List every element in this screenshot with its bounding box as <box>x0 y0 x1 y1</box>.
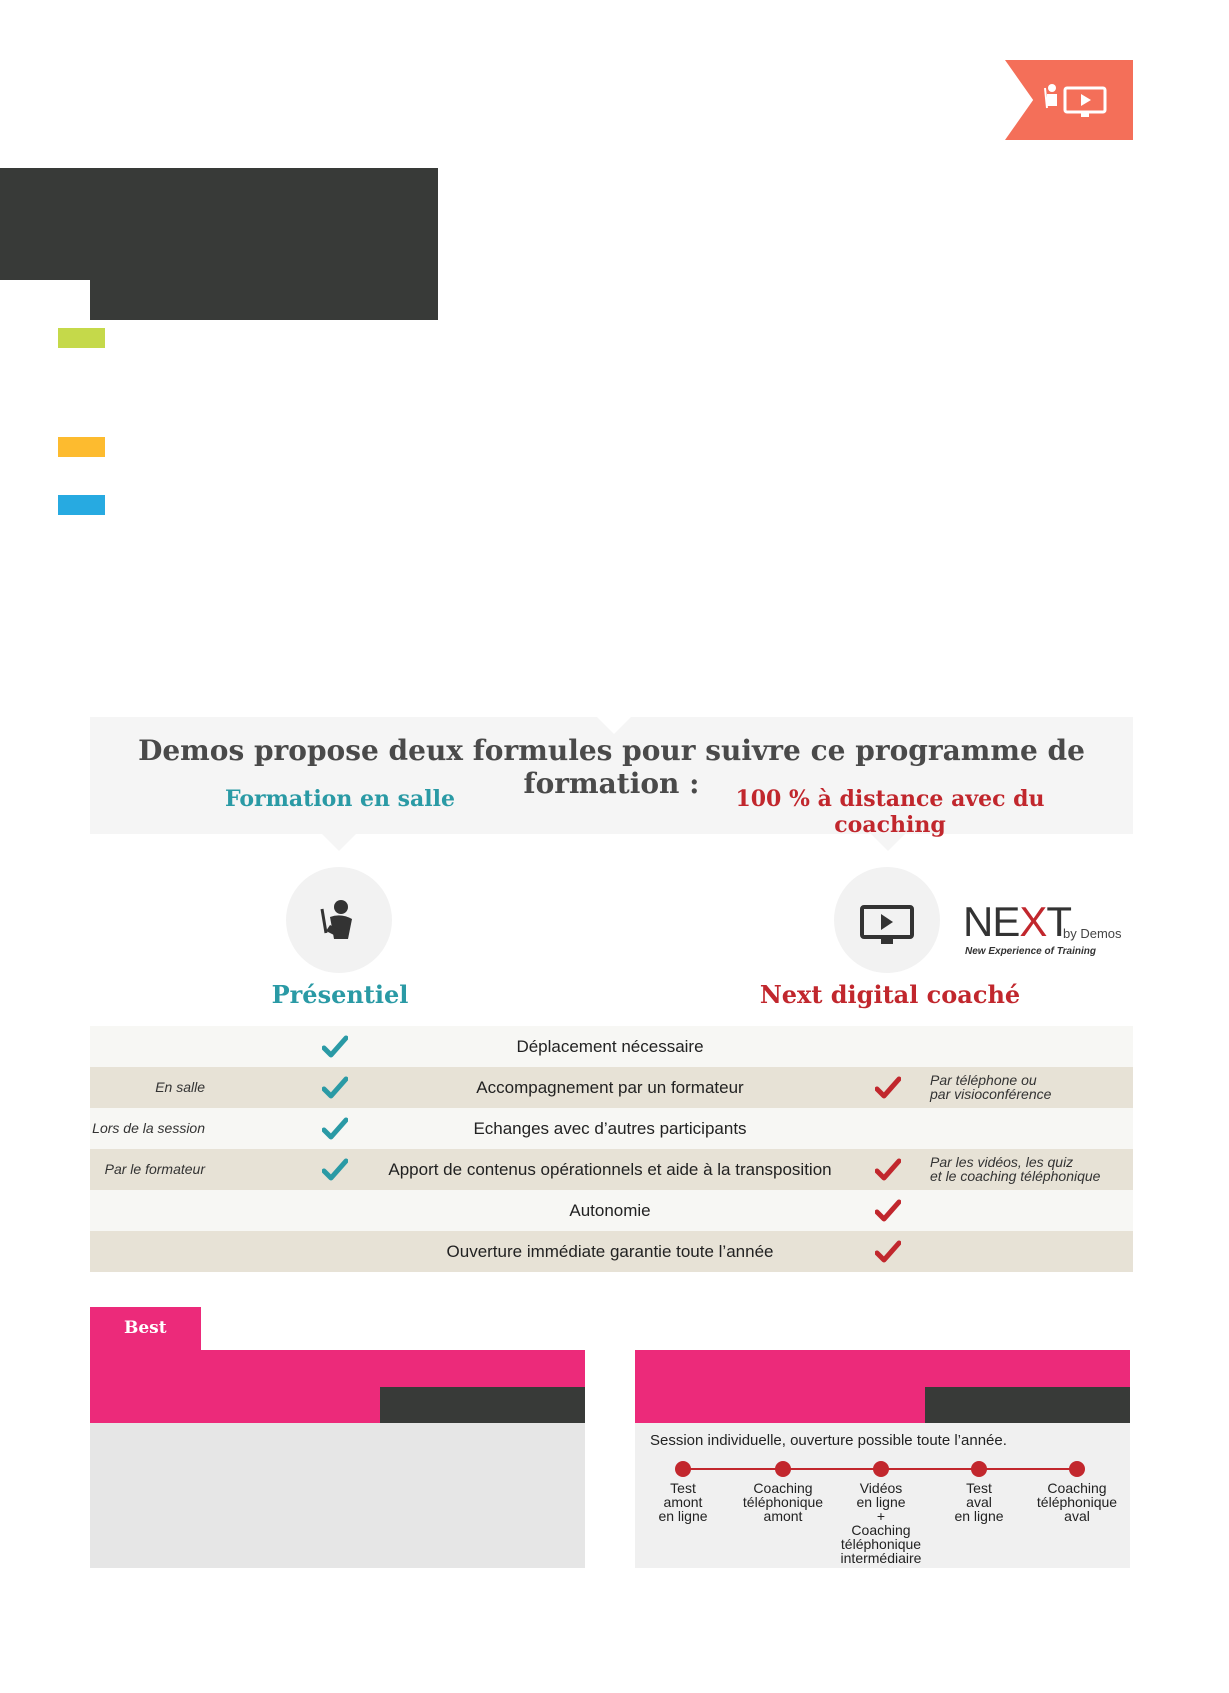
next-circle <box>834 867 940 973</box>
timeline-step-line: Test <box>966 1480 992 1496</box>
left-note: Lors de la session <box>92 1120 205 1136</box>
feature-label: Déplacement nécessaire <box>516 1037 704 1056</box>
next-logo-tagline: New Experience of Training <box>965 946 1096 957</box>
feature-label: Autonomie <box>569 1201 651 1220</box>
right-note-line: Par les vidéos, les quiz <box>930 1154 1074 1170</box>
right-note-line: et le coaching téléphonique <box>930 1168 1101 1184</box>
feature-label: Ouverture immédiate garantie toute l’année <box>446 1242 774 1261</box>
next-logo <box>963 900 1133 960</box>
header-block <box>0 168 438 280</box>
right-note-line: par visioconférence <box>930 1086 1052 1102</box>
trainer-icon <box>286 867 392 973</box>
banner-title: Demos propose deux formules pour suivre ce programme de formation : <box>138 734 1085 800</box>
best-tab: Best <box>90 1307 201 1350</box>
timeline-dot <box>675 1461 691 1477</box>
timeline-step-line: intermédiaire <box>840 1550 922 1566</box>
timeline-step-line: Vidéos <box>859 1480 903 1496</box>
comparison-row <box>90 1026 1133 1067</box>
feature-label: Accompagnement par un formateur <box>476 1078 744 1097</box>
check-icon <box>875 1076 901 1100</box>
right-note-line: Par téléphone ou <box>930 1072 1037 1088</box>
check-icon <box>875 1240 901 1264</box>
right-card-price-bar <box>925 1387 1130 1424</box>
banner-pointer-left <box>322 834 356 851</box>
yellow-marker <box>58 437 105 457</box>
timeline-dot <box>971 1461 987 1477</box>
comparison-row <box>90 1231 1133 1272</box>
timeline-step-line: en ligne <box>856 1494 906 1510</box>
timeline-step-line: + <box>876 1508 886 1524</box>
timeline-step-line: téléphonique <box>742 1494 824 1510</box>
banner-notch <box>597 717 631 734</box>
session-text: Session individuelle, ouverture possible toute l’année. <box>650 1432 1007 1449</box>
presentiel-circle <box>286 867 392 973</box>
comparison-table <box>90 1026 1133 1272</box>
timeline-step-line: amont <box>663 1494 703 1510</box>
blue-marker <box>58 495 105 515</box>
header-block-tail <box>90 280 438 320</box>
timeline-step-line: Test <box>670 1480 696 1496</box>
timeline-step-line: en ligne <box>658 1508 708 1524</box>
right-note <box>930 1073 1130 1101</box>
timeline-step-line: Coaching <box>851 1522 911 1538</box>
timeline-step-line: Coaching <box>1047 1480 1107 1496</box>
timeline-step-line: aval <box>966 1494 992 1510</box>
left-card-price-bar <box>380 1387 585 1424</box>
timeline-step-line: en ligne <box>954 1508 1004 1524</box>
mode-title-next: Next digital coaché <box>759 980 1021 1009</box>
trainer-screen-icon <box>1043 80 1119 120</box>
comparison-row <box>90 1108 1133 1149</box>
check-icon <box>875 1158 901 1182</box>
timeline-step-label <box>1017 1481 1137 1523</box>
screen-play-icon <box>834 867 940 973</box>
timeline-dot <box>873 1461 889 1477</box>
green-marker <box>58 328 105 348</box>
timeline-step-line: amont <box>763 1508 803 1524</box>
timeline-step-line: téléphonique <box>840 1536 922 1552</box>
next-logo-by: by Demos <box>1063 926 1122 941</box>
timeline-step-line: aval <box>1064 1508 1090 1524</box>
timeline-step-line: Coaching <box>753 1480 813 1496</box>
feature-label: Apport de contenus opérationnels et aide à la transposition <box>388 1160 832 1179</box>
left-card-body <box>90 1423 585 1568</box>
left-note: En salle <box>155 1079 205 1095</box>
mode-title-presentiel: Présentiel <box>271 980 409 1009</box>
timeline-step-line: téléphonique <box>1036 1494 1118 1510</box>
timeline-dot <box>775 1461 791 1477</box>
check-icon <box>875 1199 901 1223</box>
comparison-row <box>90 1067 1133 1108</box>
formula-left: Formation en salle <box>224 786 456 812</box>
timeline-dot <box>1069 1461 1085 1477</box>
feature-label: Echanges avec d’autres participants <box>473 1119 747 1138</box>
formula-right: 100 % à distance avec du coaching <box>735 786 1045 838</box>
comparison-row <box>90 1190 1133 1231</box>
left-note: Par le formateur <box>104 1161 205 1177</box>
format-ribbon <box>1005 60 1133 140</box>
next-logo-word: NEXT <box>963 898 1072 945</box>
right-note <box>930 1155 1130 1183</box>
comparison-row <box>90 1149 1133 1190</box>
